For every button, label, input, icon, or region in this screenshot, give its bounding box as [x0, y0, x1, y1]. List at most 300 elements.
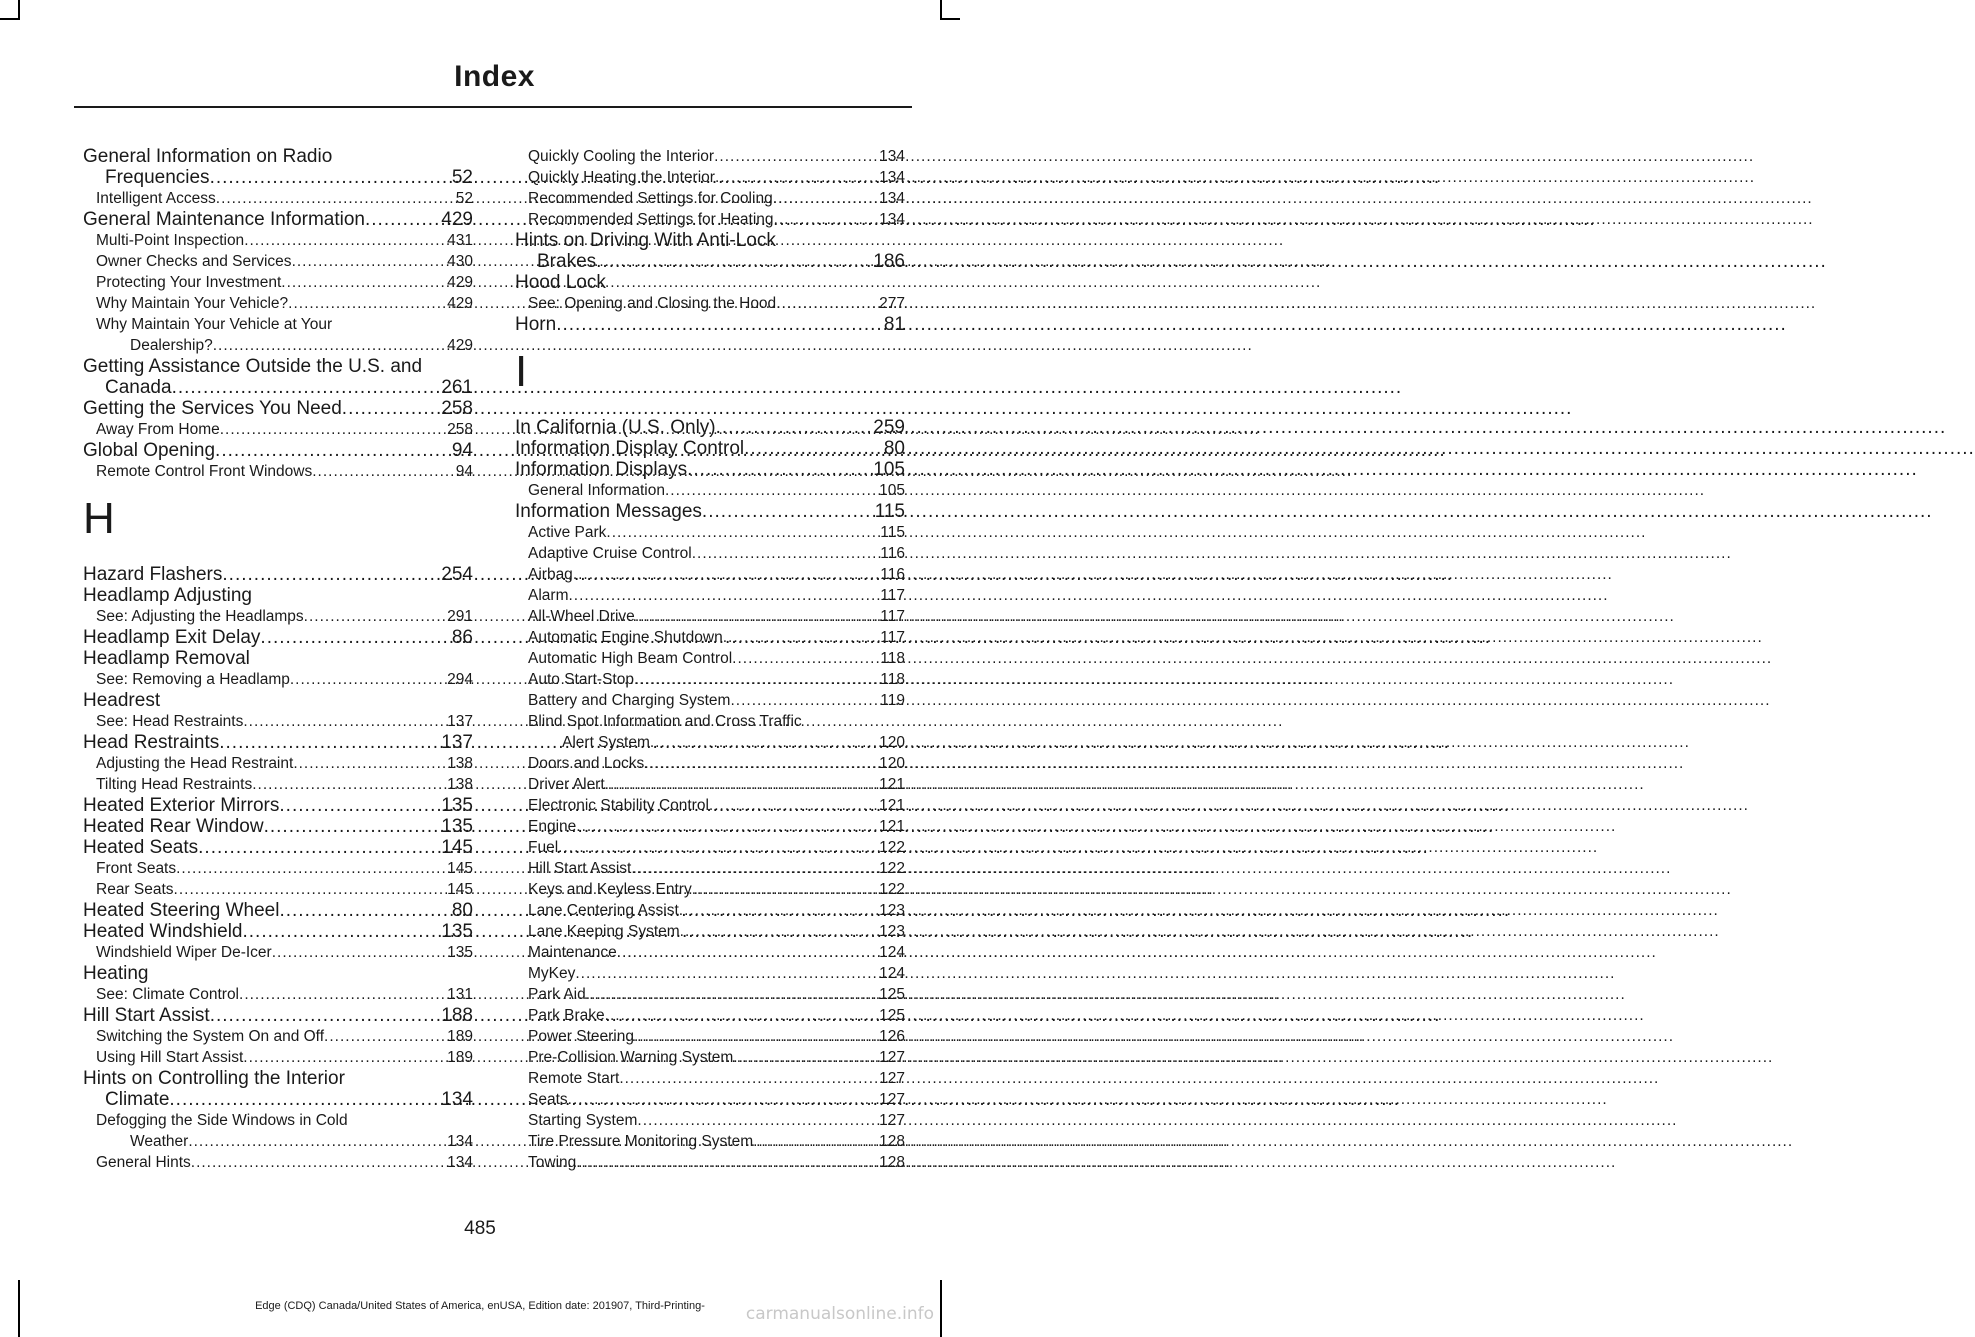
- index-entry-text: Heated Seats: [83, 837, 199, 858]
- index-subentry[interactable]: [515, 1131, 905, 1152]
- dot-leader: [558, 837, 879, 858]
- index-entry[interactable]: [515, 501, 905, 522]
- index-entry[interactable]: [83, 900, 473, 921]
- page-reference[interactable]: 117: [880, 629, 905, 646]
- index-entry-row: [83, 795, 473, 816]
- index-entry-text: Engine: [528, 818, 577, 835]
- page-reference[interactable]: 277: [879, 295, 905, 312]
- dot-leader: [365, 209, 441, 230]
- dot-leader: [680, 921, 879, 942]
- index-entry-row: [528, 585, 905, 606]
- index-subentry[interactable]: [515, 1068, 905, 1089]
- index-entry[interactable]: [83, 837, 473, 858]
- page-reference[interactable]: 123: [879, 902, 905, 919]
- dot-leader: [342, 398, 442, 419]
- page-reference[interactable]: 121: [879, 797, 905, 814]
- index-entry-row: [528, 837, 905, 858]
- page-reference[interactable]: 131: [447, 986, 473, 1003]
- index-entry-text: Alert System: [562, 734, 650, 751]
- dot-leader: [568, 1089, 879, 1110]
- index-entry-text: Getting Assistance Outside the U.S. and: [83, 356, 423, 377]
- index-entry-row: [96, 669, 473, 690]
- index-heading: Heating: [83, 963, 149, 984]
- index-entry-row: [528, 1152, 905, 1173]
- dot-leader: [213, 335, 447, 356]
- index-subentry[interactable]: [515, 837, 905, 858]
- index-entry-text: Information Messages: [515, 501, 702, 522]
- page-reference[interactable]: 134: [447, 1154, 473, 1171]
- index-subentry[interactable]: [515, 816, 905, 837]
- dot-leader: [293, 753, 447, 774]
- index-entry-text: See: Head Restraints: [96, 713, 244, 730]
- index-subentry[interactable]: [515, 669, 905, 690]
- page-reference[interactable]: 254: [441, 564, 473, 585]
- page-reference[interactable]: 429: [447, 337, 473, 354]
- index-entry-text: Quickly Cooling the Interior: [528, 148, 715, 165]
- page-reference[interactable]: 105: [879, 482, 905, 499]
- page-reference[interactable]: 261: [441, 377, 473, 398]
- index-subentry[interactable]: [515, 627, 905, 648]
- page-reference[interactable]: 81: [883, 314, 905, 335]
- index-entry-text: Weather: [130, 1133, 189, 1150]
- index-subentry[interactable]: [515, 942, 905, 963]
- index-entry-row: [83, 837, 473, 858]
- index-entry-row: [83, 900, 473, 921]
- index-subentry[interactable]: [83, 1026, 473, 1047]
- page-reference[interactable]: 135: [441, 816, 473, 837]
- index-entry-text: Fuel: [528, 839, 559, 856]
- index-entry[interactable]: [515, 230, 905, 272]
- index-heading: Headrest: [83, 690, 161, 711]
- index-subentry[interactable]: [515, 1089, 905, 1110]
- dot-leader: [753, 1131, 879, 1152]
- dot-leader: [222, 564, 441, 585]
- dot-leader: [714, 146, 879, 167]
- index-entry-text: Protecting Your Investment: [96, 274, 282, 291]
- index-entry-text: Heated Windshield: [83, 921, 243, 942]
- index-subentry[interactable]: [515, 984, 905, 1005]
- page-reference[interactable]: 134: [441, 1089, 473, 1110]
- index-entry-text: All-Wheel Drive: [528, 608, 635, 625]
- index-entry-text: Head Restraints: [83, 732, 220, 753]
- index-subentry[interactable]: [83, 188, 473, 209]
- index-subentry[interactable]: [83, 606, 473, 627]
- page-reference[interactable]: 118: [880, 671, 905, 688]
- index-entry-text: Frequencies: [105, 167, 210, 188]
- index-entry-row: [515, 501, 905, 522]
- page-reference[interactable]: 135: [441, 795, 473, 816]
- index-subentry[interactable]: [83, 984, 473, 1005]
- index-entry-row: [96, 858, 473, 879]
- dot-leader: [198, 837, 441, 858]
- page-reference[interactable]: 135: [447, 944, 473, 961]
- index-subentry[interactable]: [83, 879, 473, 900]
- index-entry-row: [528, 146, 905, 167]
- dot-leader: [220, 419, 447, 440]
- index-entry-row: [528, 167, 905, 188]
- index-entry-row: [96, 1131, 473, 1152]
- index-entry-row: [96, 335, 473, 356]
- index-entry[interactable]: [83, 356, 473, 398]
- index-entry-text: MyKey: [528, 965, 576, 982]
- dot-leader: [279, 900, 451, 921]
- index-subentry[interactable]: [83, 711, 473, 732]
- index-subentry[interactable]: [515, 1110, 905, 1131]
- index-entry-text: Owner Checks and Services: [96, 253, 292, 270]
- index-entry-row: [83, 377, 473, 398]
- page-reference[interactable]: 127: [879, 1091, 905, 1108]
- index-entry-text: Information Display Control: [515, 438, 745, 459]
- page-reference[interactable]: 123: [879, 923, 905, 940]
- index-entry-text: Seats: [528, 1091, 568, 1108]
- index-entry-text: Active Park: [528, 524, 607, 541]
- index-entry[interactable]: [83, 440, 473, 461]
- dot-leader: [637, 1110, 879, 1131]
- index-subentry[interactable]: [515, 188, 905, 209]
- index-subentry[interactable]: [515, 690, 905, 711]
- dot-leader: [304, 606, 447, 627]
- page-reference[interactable]: 119: [880, 692, 905, 709]
- dot-leader: [730, 690, 880, 711]
- index-subentry[interactable]: [83, 314, 473, 356]
- index-entry-row: [528, 900, 905, 921]
- dot-leader: [773, 188, 879, 209]
- dot-leader: [635, 606, 880, 627]
- index-subentry[interactable]: [515, 858, 905, 879]
- page-reference[interactable]: 430: [447, 253, 473, 270]
- crop-mark-top-left: [18, 0, 20, 20]
- page-reference[interactable]: 431: [447, 232, 473, 249]
- watermark: carmanualsonline.info: [745, 1304, 934, 1324]
- dot-leader: [242, 921, 441, 942]
- page-reference[interactable]: 125: [879, 1007, 905, 1024]
- index-entry-row: [83, 440, 473, 461]
- index-subentry[interactable]: [83, 461, 473, 482]
- page-reference[interactable]: 145: [441, 837, 473, 858]
- index-entry-text: Recommended Settings for Heating: [528, 211, 774, 228]
- index-entry[interactable]: [83, 1005, 473, 1026]
- page-reference[interactable]: 258: [441, 398, 473, 419]
- index-entry-row: [96, 1026, 473, 1047]
- page-reference[interactable]: 80: [451, 900, 473, 921]
- index-subentry[interactable]: [515, 543, 905, 564]
- page-reference[interactable]: 128: [879, 1154, 905, 1171]
- index-subentry[interactable]: [83, 858, 473, 879]
- index-entry-text: See: Adjusting the Headlamps: [96, 608, 304, 625]
- index-subentry[interactable]: [515, 564, 905, 585]
- index-entry-row: [96, 711, 473, 732]
- index-subentry[interactable]: [515, 921, 905, 942]
- index-entry-text: Heated Steering Wheel: [83, 900, 280, 921]
- index-entry-text: Adjusting the Head Restraint: [96, 755, 294, 772]
- index-entry-row: [515, 417, 905, 438]
- index-subentry[interactable]: [515, 711, 905, 753]
- index-subentry[interactable]: [515, 522, 905, 543]
- index-entry-text: Park Brake: [528, 1007, 605, 1024]
- dot-leader: [264, 816, 442, 837]
- dot-leader: [687, 459, 873, 480]
- index-subentry[interactable]: [83, 753, 473, 774]
- index-entry-text: See: Climate Control: [96, 986, 240, 1003]
- index-entry-row: [96, 606, 473, 627]
- index-heading: Hood Lock: [515, 272, 606, 293]
- index-entry[interactable]: [83, 146, 473, 188]
- index-entry-row: [528, 732, 905, 753]
- index-entry-row: [96, 774, 473, 795]
- index-entry[interactable]: [83, 564, 473, 585]
- page-reference[interactable]: 122: [879, 860, 905, 877]
- page-reference[interactable]: 188: [441, 1005, 473, 1026]
- index-entry[interactable]: [515, 417, 905, 438]
- index-entry-row: [528, 1089, 905, 1110]
- page-reference[interactable]: 52: [451, 167, 473, 188]
- page-reference[interactable]: 189: [447, 1028, 473, 1045]
- dot-leader: [244, 230, 447, 251]
- page-reference[interactable]: 116: [880, 545, 905, 562]
- index-subentry[interactable]: [83, 251, 473, 272]
- index-subentry[interactable]: [515, 774, 905, 795]
- index-entry[interactable]: [83, 627, 473, 648]
- index-subentry[interactable]: [515, 1005, 905, 1026]
- index-subentry[interactable]: [515, 648, 905, 669]
- page-reference[interactable]: 429: [447, 295, 473, 312]
- index-subentry[interactable]: [515, 606, 905, 627]
- index-entry-text: Battery and Charging System: [528, 692, 731, 709]
- page-reference[interactable]: 117: [880, 587, 905, 604]
- dot-leader: [692, 879, 879, 900]
- dot-leader: [169, 1089, 441, 1110]
- index-entry-text: Getting the Services You Need: [83, 398, 342, 419]
- page-reference[interactable]: 121: [879, 818, 905, 835]
- page-reference[interactable]: 259: [873, 417, 905, 438]
- page-reference[interactable]: 134: [879, 169, 905, 186]
- page-reference[interactable]: 80: [883, 438, 905, 459]
- index-entry-row: [83, 209, 473, 230]
- dot-leader: [605, 774, 879, 795]
- page-reference[interactable]: 122: [879, 839, 905, 856]
- index-entry-text: Auto Start-Stop: [528, 671, 634, 688]
- crop-mark-top-right-h: [940, 18, 960, 20]
- index-heading: Headlamp Removal: [83, 648, 250, 669]
- index-subentry[interactable]: [83, 1152, 473, 1173]
- page-reference[interactable]: 115: [874, 501, 905, 522]
- index-entry-row: [528, 795, 905, 816]
- index-entry-row: [528, 606, 905, 627]
- index-entry-row: [83, 732, 473, 753]
- index-subentry[interactable]: [515, 167, 905, 188]
- page-reference[interactable]: 145: [447, 860, 473, 877]
- index-entry-row: [528, 564, 905, 585]
- index-subentry[interactable]: [83, 230, 473, 251]
- page-reference[interactable]: 124: [879, 944, 905, 961]
- index-entry[interactable]: [83, 816, 473, 837]
- dot-leader: [219, 732, 441, 753]
- index-entry-row: [528, 522, 905, 543]
- page-reference[interactable]: 94: [455, 463, 473, 480]
- index-entry-row: [528, 858, 905, 879]
- index-entry-text: Brakes: [537, 251, 597, 272]
- page-reference[interactable]: 126: [879, 1028, 905, 1045]
- index-entry[interactable]: [515, 459, 905, 480]
- page-reference[interactable]: 138: [447, 776, 473, 793]
- index-entry-row: [83, 627, 473, 648]
- dot-leader: [216, 188, 456, 209]
- page-reference[interactable]: 125: [879, 986, 905, 1003]
- page-reference[interactable]: 94: [451, 440, 473, 461]
- index-entry-text: Horn: [515, 314, 557, 335]
- index-subentry[interactable]: [83, 419, 473, 440]
- index-subentry[interactable]: [515, 879, 905, 900]
- page-reference[interactable]: 294: [447, 671, 473, 688]
- page-reference[interactable]: 120: [879, 755, 905, 772]
- index-subentry[interactable]: [515, 585, 905, 606]
- index-entry-text: Information Displays: [515, 459, 688, 480]
- index-entry-row: [96, 1047, 473, 1068]
- index-entry-text: Tire Pressure Monitoring System: [528, 1133, 754, 1150]
- page-reference[interactable]: 429: [441, 209, 473, 230]
- index-column-right: [515, 146, 905, 1173]
- page-reference[interactable]: 127: [879, 1112, 905, 1129]
- index-entry-row: [528, 690, 905, 711]
- index-entry[interactable]: [83, 209, 473, 230]
- index-entry-row: [528, 1131, 905, 1152]
- page-reference[interactable]: 134: [879, 148, 905, 165]
- index-subentry[interactable]: [83, 942, 473, 963]
- index-letter-heading: I: [515, 347, 528, 396]
- index-entry-text: Automatic High Beam Control: [528, 650, 733, 667]
- index-entry-row: [96, 753, 473, 774]
- index-entry[interactable]: [83, 921, 473, 942]
- index-entry[interactable]: [83, 398, 473, 419]
- index-entry-text: Hill Start Assist: [83, 1005, 210, 1026]
- page-reference[interactable]: 134: [879, 190, 905, 207]
- dot-leader: [733, 1047, 879, 1068]
- crop-mark-top-left-h: [0, 18, 20, 20]
- index-subentry[interactable]: [515, 209, 905, 230]
- page-reference[interactable]: 124: [879, 965, 905, 982]
- dot-leader: [702, 501, 875, 522]
- index-entry-row: [528, 669, 905, 690]
- index-subentry[interactable]: [515, 900, 905, 921]
- page-reference[interactable]: 118: [880, 650, 905, 667]
- page-reference[interactable]: 115: [880, 524, 905, 541]
- dot-leader: [732, 648, 880, 669]
- index-entry-row: [83, 816, 473, 837]
- dot-leader: [252, 774, 447, 795]
- index-entry-text: Dealership?: [130, 337, 213, 354]
- index-subentry[interactable]: [83, 774, 473, 795]
- index-entry[interactable]: [83, 1068, 473, 1110]
- index-subentry[interactable]: [83, 669, 473, 690]
- page-reference[interactable]: 127: [879, 1049, 905, 1066]
- index-subentry[interactable]: [515, 480, 905, 501]
- page-reference[interactable]: 429: [447, 274, 473, 291]
- page-reference[interactable]: 117: [880, 608, 905, 625]
- dot-leader: [174, 879, 448, 900]
- page-reference[interactable]: 127: [879, 1070, 905, 1087]
- page-reference[interactable]: 138: [447, 755, 473, 772]
- index-subentry[interactable]: [515, 963, 905, 984]
- index-entry-text: Headlamp Exit Delay: [83, 627, 261, 648]
- page-reference[interactable]: 52: [455, 190, 473, 207]
- index-subentry[interactable]: [515, 146, 905, 167]
- dot-leader: [716, 417, 874, 438]
- dot-leader: [324, 1026, 447, 1047]
- index-entry-row: [96, 293, 473, 314]
- index-entry-row: [528, 1047, 905, 1068]
- index-entry-row: [528, 1026, 905, 1047]
- index-subentry[interactable]: [83, 1110, 473, 1152]
- edition-info: Edge (CDQ) Canada/United States of America, enUSA, Edition date: 201907, Third-Printing-: [255, 1300, 705, 1312]
- index-subentry[interactable]: [515, 1152, 905, 1173]
- index-subentry[interactable]: [515, 293, 905, 314]
- index-entry-text: Front Seats: [96, 860, 177, 877]
- dot-leader: [243, 711, 447, 732]
- index-entry-row: [96, 272, 473, 293]
- dot-leader: [176, 858, 447, 879]
- page-reference[interactable]: 128: [879, 1133, 905, 1150]
- index-entry-row: [96, 879, 473, 900]
- page-reference[interactable]: 122: [879, 881, 905, 898]
- index-subentry[interactable]: [83, 272, 473, 293]
- page-reference[interactable]: 116: [880, 566, 905, 583]
- page-reference[interactable]: 105: [873, 459, 905, 480]
- index-entry[interactable]: [515, 314, 905, 335]
- index-entry-row: [528, 816, 905, 837]
- page-reference[interactable]: 189: [447, 1049, 473, 1066]
- index-entry-text: Hill Start Assist: [528, 860, 632, 877]
- index-entry-row: [528, 648, 905, 669]
- dot-leader: [292, 251, 448, 272]
- index-entry[interactable]: [515, 438, 905, 459]
- page-reference[interactable]: 86: [451, 627, 473, 648]
- index-entry[interactable]: [83, 795, 473, 816]
- page-reference[interactable]: 121: [879, 776, 905, 793]
- dot-leader: [774, 209, 880, 230]
- index-subentry[interactable]: [515, 795, 905, 816]
- index-subentry[interactable]: [83, 1047, 473, 1068]
- index-subentry[interactable]: [515, 753, 905, 774]
- index-entry-row: [528, 984, 905, 1005]
- page-reference[interactable]: 258: [447, 421, 473, 438]
- index-entry-text: Intelligent Access: [96, 190, 216, 207]
- index-entry-row: [528, 942, 905, 963]
- index-entry-row: [528, 480, 905, 501]
- index-entry-row: [515, 251, 905, 272]
- dot-leader: [634, 669, 880, 690]
- page-reference[interactable]: 291: [447, 608, 473, 625]
- page-reference[interactable]: 120: [879, 734, 905, 751]
- index-subentry[interactable]: [515, 1026, 905, 1047]
- index-entry-text: Remote Start: [528, 1070, 620, 1087]
- index-subentry[interactable]: [83, 293, 473, 314]
- page-reference[interactable]: 186: [873, 251, 905, 272]
- page-reference[interactable]: 145: [447, 881, 473, 898]
- index-entry[interactable]: [83, 732, 473, 753]
- index-subentry[interactable]: [515, 1047, 905, 1068]
- index-entry-row: [528, 774, 905, 795]
- page-reference[interactable]: 134: [447, 1133, 473, 1150]
- page-reference[interactable]: 137: [447, 713, 473, 730]
- page-reference[interactable]: 134: [879, 211, 905, 228]
- page-reference[interactable]: 137: [441, 732, 473, 753]
- index-entry-row: [515, 314, 905, 335]
- page-reference[interactable]: 135: [441, 921, 473, 942]
- index-entry-row: [528, 188, 905, 209]
- dot-leader: [191, 1152, 447, 1173]
- index-entry-text: Lane Keeping System: [528, 923, 680, 940]
- index-heading: Headlamp Adjusting: [83, 585, 252, 606]
